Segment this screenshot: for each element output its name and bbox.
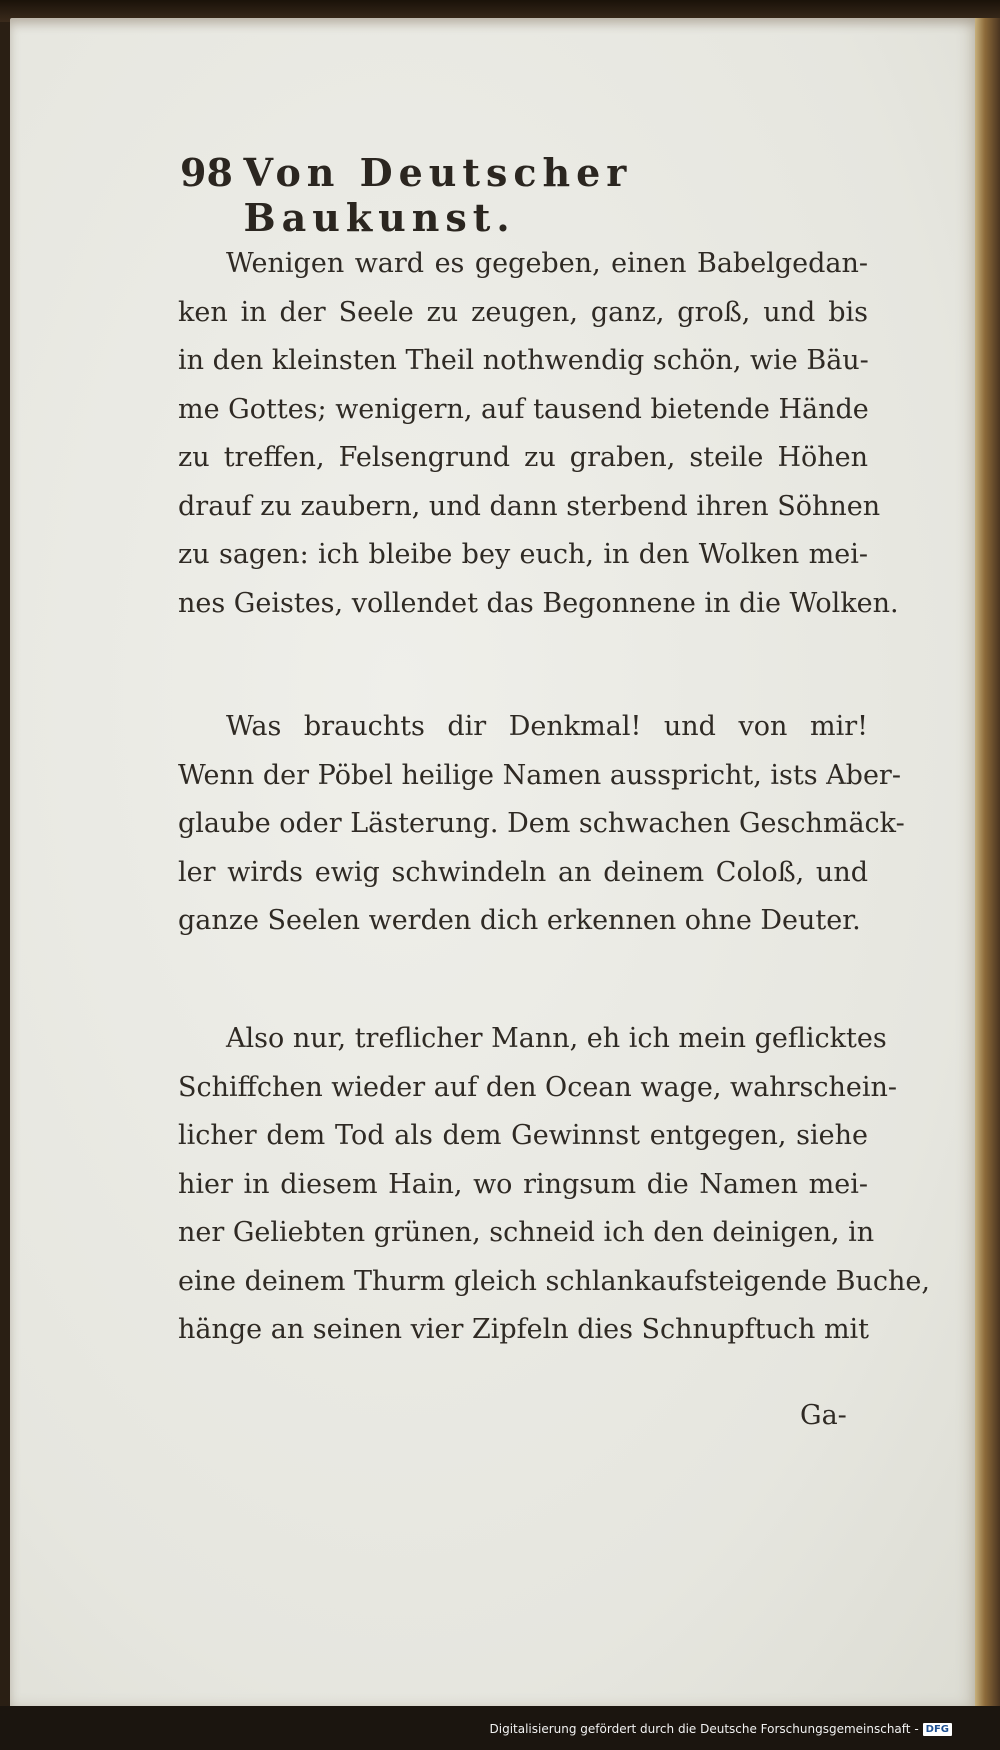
text-line: ner Geliebten grünen, schneid ich den deinigen, in (178, 1217, 875, 1248)
paragraph-1 (178, 240, 899, 628)
text-line: eine deinem Thurm gleich schlankaufsteigende Buche, (178, 1265, 930, 1297)
text-line: zu sagen: ich bleibe bey euch, in den Wolken mei- (178, 539, 868, 570)
paragraph-3 (178, 1015, 930, 1355)
text-line: nes Geistes, vollendet das Begonnene in die Wolken. (178, 587, 899, 619)
page-header (180, 150, 860, 240)
text-line: me Gottes; wenigern, auf tausend bietende Hände (178, 393, 869, 425)
text-line: ganze Seelen werden dich erkennen ohne Deuter. (178, 905, 861, 936)
text-line: hier in diesem Hain, wo ringsum die Namen mei- (178, 1168, 868, 1200)
text-line: drauf zu zaubern, und dann sterbend ihren Söhnen (178, 490, 881, 522)
text-line: glaube oder Lästerung. Dem schwachen Geschmäck- (178, 808, 905, 839)
text-line: Wenigen ward es gegeben, einen Babelgedan- (226, 248, 868, 279)
text-line: ken in der Seele zu zeugen, ganz, groß, und bis (178, 296, 868, 328)
text-line: Wenn der Pöbel heilige Namen ausspricht, ists Aber- (178, 759, 901, 791)
text-line: Was brauchts dir Denkmal! und von mir! (226, 711, 868, 742)
text-line: zu treffen, Felsengrund zu graben, steile Höhen (178, 442, 868, 473)
dfg-logo: DFG (923, 1723, 952, 1736)
catchword: Ga- (800, 1400, 847, 1431)
text-line: hänge an seinen vier Zipfeln dies Schnupftuch mit (178, 1314, 870, 1345)
book-spine-edge (975, 18, 1000, 1708)
text-line: Also nur, treflicher Mann, eh ich mein geflicktes (226, 1023, 887, 1054)
text-line: Schiffchen wieder auf den Ocean wage, wahrschein- (178, 1071, 897, 1103)
text-line: ler wirds ewig schwindeln an deinem Coloß, und (178, 856, 868, 888)
page-number: 98 (180, 150, 233, 195)
digitization-credit (490, 1722, 953, 1736)
text-line: licher dem Tod als dem Gewinnst entgegen, siehe (178, 1120, 868, 1151)
paragraph-2 (178, 703, 905, 946)
text-line: in den kleinsten Theil nothwendig schön, wie Bäu- (178, 345, 869, 376)
credit-text: Digitalisierung gefördert durch die Deutsche Forschungsgemeinschaft - (489, 1722, 919, 1736)
running-title: Von Deutscher Baukunst. (243, 150, 633, 240)
